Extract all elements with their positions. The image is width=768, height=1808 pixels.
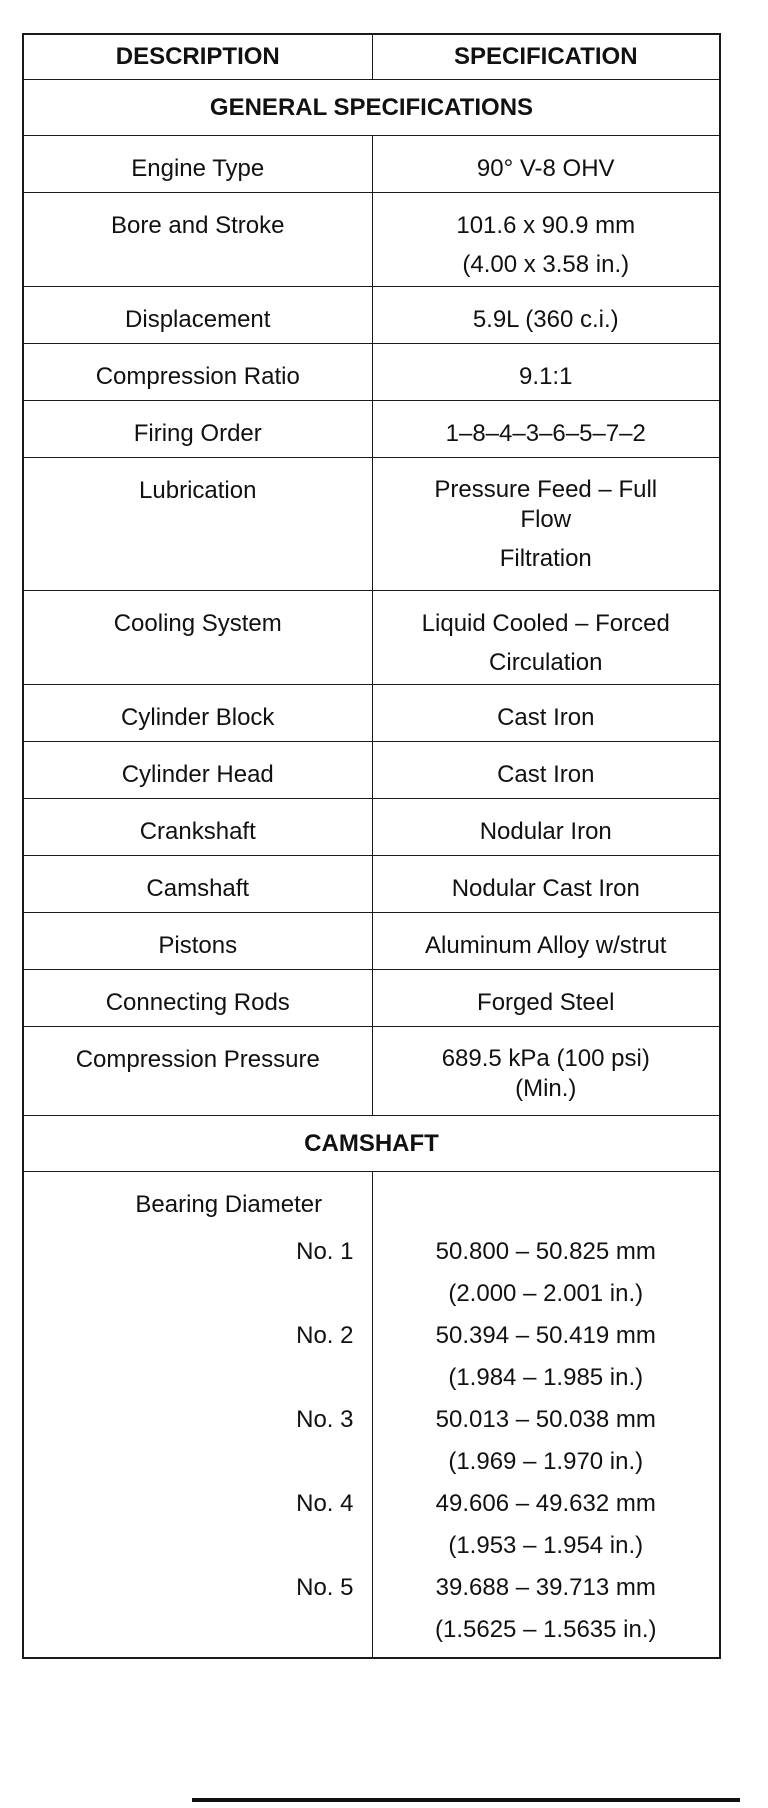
row-specification: 90° V-8 OHV	[372, 136, 720, 193]
row-specification: Nodular Iron	[372, 799, 720, 856]
bearing-diameter-label: Bearing Diameter	[135, 1191, 323, 1218]
table-row	[23, 799, 720, 856]
table-row	[23, 1027, 720, 1116]
row-specification: Aluminum Alloy w/strut	[372, 913, 720, 970]
row-description: Cylinder Head	[23, 742, 372, 799]
table-row	[23, 458, 720, 591]
table-row	[23, 344, 720, 401]
bearing-spec-item: 49.606 – 49.632 mm (1.953 – 1.954 in.)	[435, 1490, 656, 1559]
row-description: Crankshaft	[23, 799, 372, 856]
bearing-number: No. 3	[296, 1406, 354, 1433]
table-row	[23, 193, 720, 287]
row-description: Compression Pressure	[23, 1027, 372, 1116]
bearing-number: No. 2	[296, 1322, 354, 1349]
row-description: Cylinder Block	[23, 685, 372, 742]
table-row	[23, 970, 720, 1027]
bearing-number: No. 1	[296, 1238, 354, 1265]
row-specification: 5.9L (360 c.i.)	[372, 287, 720, 344]
row-description: Camshaft	[23, 856, 372, 913]
row-specification: Pressure Feed – Full Flow Filtration	[372, 458, 720, 591]
row-specification: 1–8–4–3–6–5–7–2	[372, 401, 720, 458]
row-description: Bore and Stroke	[23, 193, 372, 287]
row-description: Compression Ratio	[23, 344, 372, 401]
row-description: Firing Order	[23, 401, 372, 458]
row-description: Engine Type	[23, 136, 372, 193]
bearing-number: No. 5	[296, 1574, 354, 1601]
bearing-diameter-row	[23, 1172, 720, 1659]
table-header-row	[23, 34, 720, 80]
table-row	[23, 401, 720, 458]
bearing-description-cell	[23, 1172, 372, 1659]
general-section-row	[23, 80, 720, 136]
bearing-spec-item: 50.800 – 50.825 mm (2.000 – 2.001 in.)	[435, 1238, 656, 1307]
table-row	[23, 287, 720, 344]
row-specification: 689.5 kPa (100 psi) (Min.)	[372, 1027, 720, 1116]
row-specification: Liquid Cooled – Forced Circulation	[372, 591, 720, 685]
bearing-spec-item: 39.688 – 39.713 mm (1.5625 – 1.5635 in.)	[435, 1574, 657, 1643]
footer-rule	[192, 1798, 740, 1802]
bearing-spec-item: 50.013 – 50.038 mm (1.969 – 1.970 in.)	[435, 1406, 656, 1475]
description-column-header: DESCRIPTION	[23, 34, 372, 80]
row-description: Lubrication	[23, 458, 372, 591]
bearing-number: No. 4	[296, 1490, 354, 1517]
row-description: Pistons	[23, 913, 372, 970]
specification-column-header: SPECIFICATION	[372, 34, 720, 80]
row-specification: Forged Steel	[372, 970, 720, 1027]
table-row	[23, 913, 720, 970]
row-specification: Cast Iron	[372, 742, 720, 799]
engine-spec-table	[22, 33, 721, 1659]
camshaft-section-row	[23, 1116, 720, 1172]
table-row	[23, 136, 720, 193]
row-specification: 9.1:1	[372, 344, 720, 401]
table-row	[23, 856, 720, 913]
table-row	[23, 685, 720, 742]
camshaft-section-title: CAMSHAFT	[23, 1116, 720, 1172]
row-specification: Cast Iron	[372, 685, 720, 742]
table-row	[23, 742, 720, 799]
general-section-title: GENERAL SPECIFICATIONS	[23, 80, 720, 136]
row-description: Displacement	[23, 287, 372, 344]
bearing-specification-cell	[372, 1172, 720, 1659]
row-specification: 101.6 x 90.9 mm (4.00 x 3.58 in.)	[372, 193, 720, 287]
bearing-spec-item: 50.394 – 50.419 mm (1.984 – 1.985 in.)	[435, 1322, 656, 1391]
table-row	[23, 591, 720, 685]
row-specification: Nodular Cast Iron	[372, 856, 720, 913]
row-description: Cooling System	[23, 591, 372, 685]
row-description: Connecting Rods	[23, 970, 372, 1027]
